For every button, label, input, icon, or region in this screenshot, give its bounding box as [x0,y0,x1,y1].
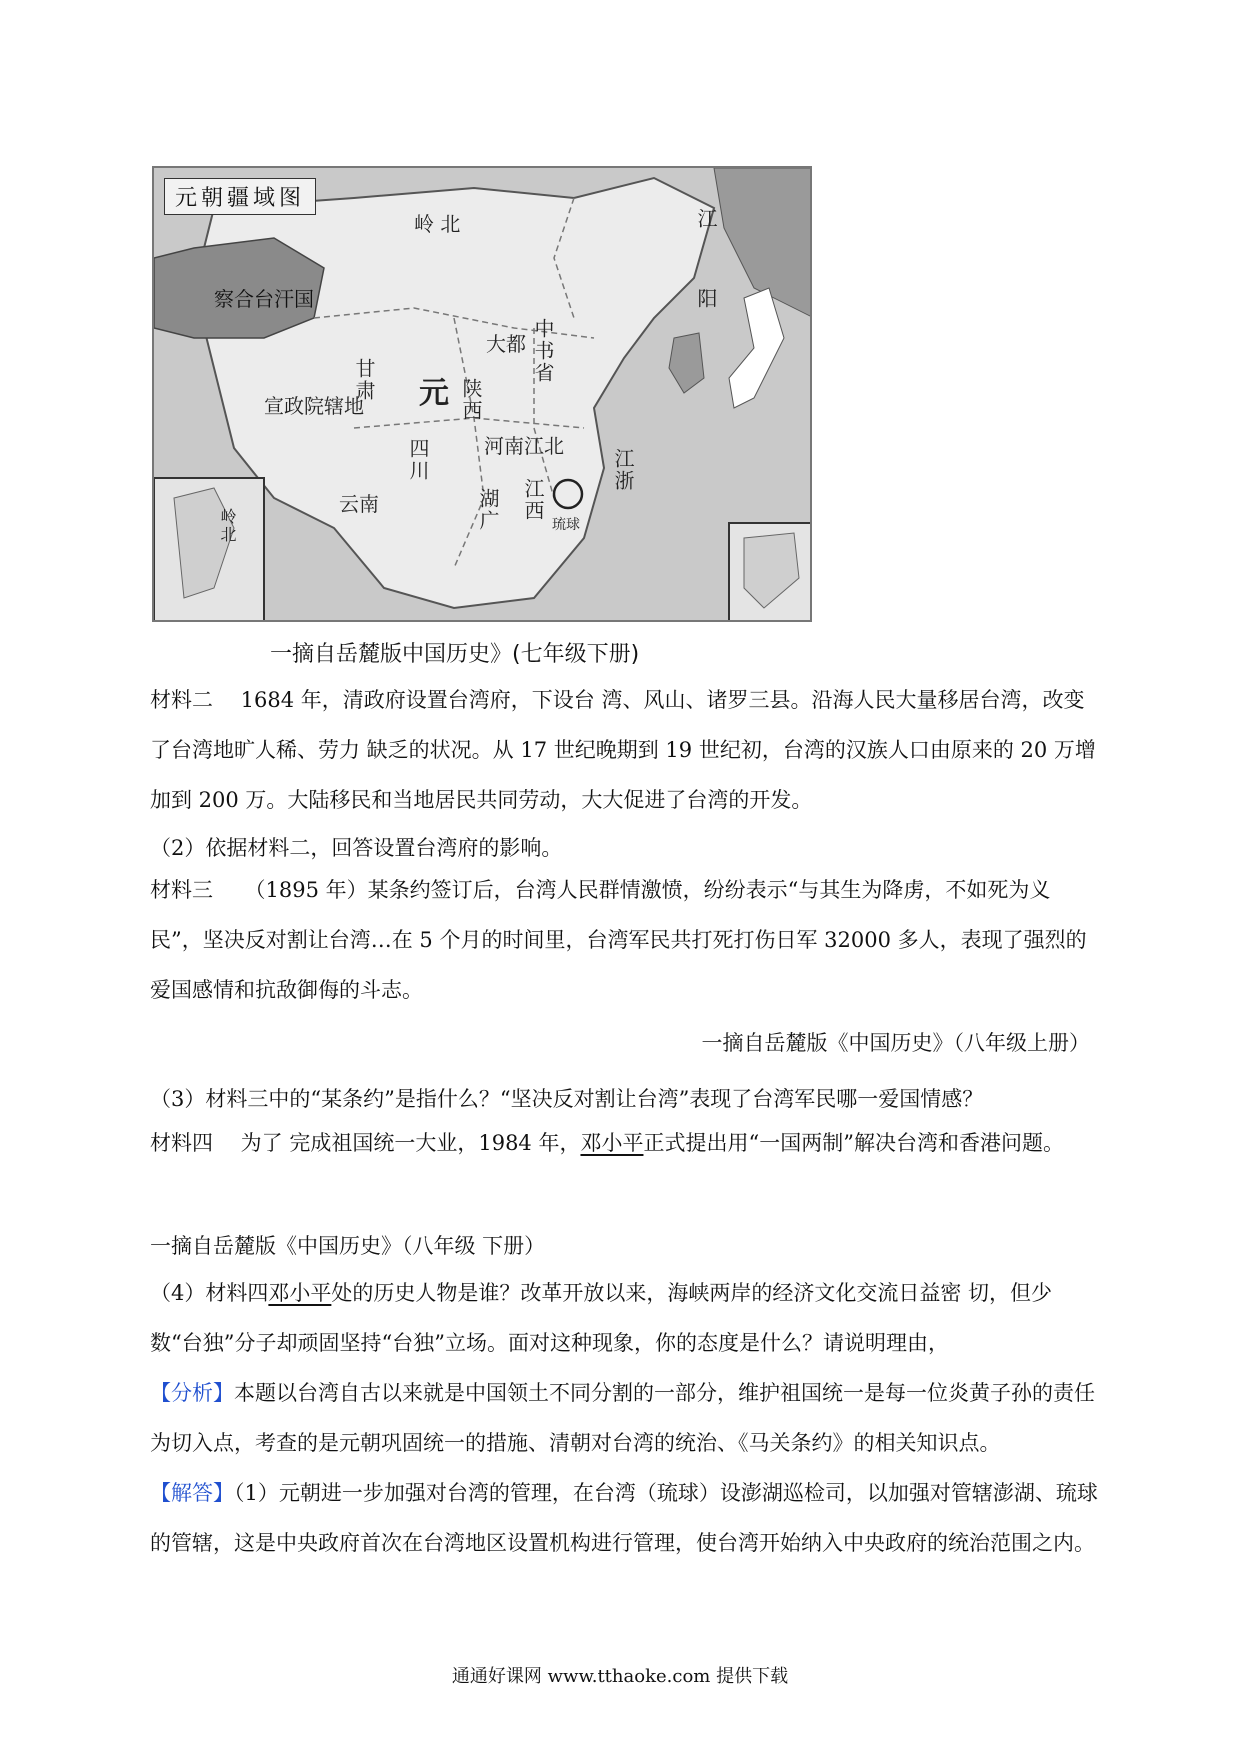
map-label-sichuan: 四川 [406,438,430,482]
material-2: 材料二 1684 年，清政府设置台湾府，下设台 湾、风山、诸罗三县。沿海人民大量移居台湾，改变了台湾地旷人稀、劳力 缺乏的状况。从 17 世纪晚期到 19 世纪初，台湾的汉族人口由原来的 20 万增加到 200 万。大陆移民和当地居民共同劳动，大大促进了台湾的开发。 [150,688,1096,812]
analysis-text: 本题以台湾自古以来就是中国领土不同分割的一部分，维护祖国统一是每一位炎黄子孙的责任为切入点，考查的是元朝巩固统一的措施、清朝对台湾的统治、《马关条约》的相关知识点。 [150,1381,1095,1455]
question-4-after: 处的历史人物是谁？改革开放以来，海峡两岸的经济文化交流日益密 切，但少数“台独”分子却顽固坚持“台独”立场。面对这种现象，你的态度是什么？请说明理由， [150,1281,1053,1355]
map-label-jiangzhe: 江浙 [611,448,635,492]
question-3: （3）材料三中的“某条约”是指什么？“坚决反对割让台湾”表现了台湾军民哪一爱国情感？ [150,1087,984,1111]
map-caption: 一摘自岳麓版中国历史》(七年级下册) [270,642,640,667]
material-4-answer: 邓小平 [580,1131,644,1155]
material-4-after: 正式提出用“一国两制”解决台湾和香港问题。 [643,1131,1064,1155]
question-4 [150,1268,1100,1368]
material-4-source: 一摘自岳麓版《中国历史》（八年级 下册） [150,1234,546,1258]
material-4-before: 材料四 为了 完成祖国统一大业，1984 年， [150,1131,581,1155]
material-4 [150,1118,1100,1168]
map-label-dadu: 大都 [486,332,526,356]
map-label-lingbei: 岭 北 [414,212,461,236]
map-label-shaanxi: 陕西 [459,378,483,422]
material-3: 材料三 （1895 年）某条约签订后，台湾人民群情激愤，纷纷表示“与其生为降虏，不如死为义民”，坚决反对割让台湾…在 5 个月的时间里，台湾军民共打死打伤日军 32000 多人，表现了强烈的爱国感情和抗敌御侮的斗志。 [150,878,1087,1002]
question-2: （2）依据材料二，回答设置台湾府的影响。 [150,836,563,860]
map-label-liaoyang-1: 江 [694,208,718,230]
map-label-liaoyang-2: 阳 [694,288,718,310]
question-4-before: （4）材料四 [150,1281,269,1305]
yuan-territory-map [152,166,812,622]
question-4-answer: 邓小平 [268,1281,332,1305]
map-label-yunnan: 云南 [339,492,379,516]
map-label-jiangxi: 江西 [521,478,545,522]
map-label-chagatai: 察合台汗国 [214,287,314,311]
map-label-henan: 河南江北 [484,434,564,458]
answer-tag: 【解答】 [150,1481,234,1505]
page-footer: 通通好课网 www.tthaoke.com 提供下载 [451,1666,789,1687]
analysis-tag: 【分析】 [150,1381,234,1405]
inset-label-lingbei: 岭北 [218,508,237,544]
map-label-yuan: 元 [419,376,449,411]
material-3-source: 一摘自岳麓版《中国历史》（八年级上册） [701,1031,1090,1055]
map-label-gansu: 甘肃 [352,358,376,402]
map-label-liuqiu: 琉球 [552,517,580,533]
map-label-xuanzheng: 宣政院辖地 [264,394,364,418]
answer-text: （1）元朝进一步加强对台湾的管理，在台湾（琉球）设澎湖巡检司，以加强对管辖澎湖、琉球的管辖，这是中央政府首次在台湾地区设置机构进行管理，使台湾开始纳入中央政府的统治范围之内。 [150,1481,1098,1555]
map-label-huguang: 湖广 [476,488,500,532]
analysis [150,1368,1100,1468]
answer [150,1468,1100,1568]
map-label-zhongshu: 中书省 [531,318,555,384]
map-title: 元朝疆域图 [164,178,316,215]
